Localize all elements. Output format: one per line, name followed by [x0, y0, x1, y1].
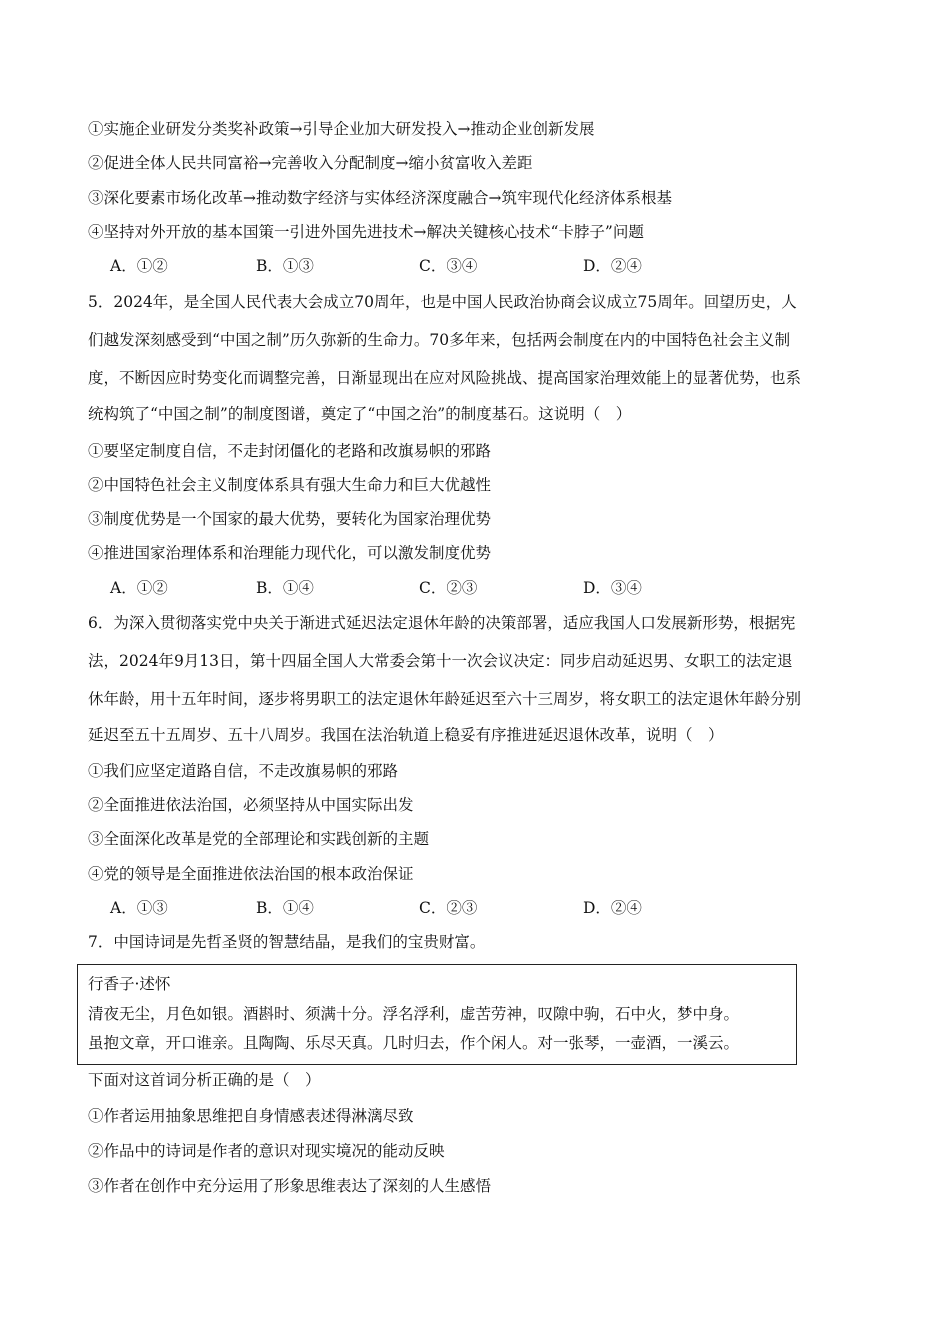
q6-stem-line-3: 休年龄，用十五年时间，逐步将男职工的法定退休年龄延迟至六十三周岁，将女职工的法定退休年龄分别 — [88, 690, 802, 708]
q5-item-3: ③制度优势是一个国家的最大优势，要转化为国家治理优势 — [88, 510, 492, 528]
poem-line-2: 虽抱文章，开口谁亲。且陶陶、乐尽天真。几时归去，作个闲人。对一张琴，一壶酒，一溪云。 — [88, 1034, 740, 1052]
q6-stem-line-1: 6．为深入贯彻落实党中央关于渐进式延迟法定退休年龄的决策部署，适应我国人口发展新形势，根据宪 — [88, 614, 796, 632]
q4-option-b[interactable]: B．①③ — [256, 257, 314, 275]
q7-item-3: ③作者在创作中充分运用了形象思维表达了深刻的人生感悟 — [88, 1177, 492, 1195]
q6-item-3: ③全面深化改革是党的全部理论和实践创新的主题 — [88, 830, 430, 848]
q4-item-4: ④坚持对外开放的基本国策一引进外国先进技术→解决关键核心技术“卡脖子”问题 — [88, 223, 644, 241]
poem-line-1: 清夜无尘，月色如银。酒斟时、须满十分。浮名浮利，虚苦劳神，叹隙中驹，石中火，梦中身。 — [88, 1005, 740, 1023]
q5-stem-line-1: 5．2024年，是全国人民代表大会成立70周年，也是中国人民政治协商会议成立75周年。回望历史，人 — [88, 293, 797, 311]
q5-option-b[interactable]: B．①④ — [256, 579, 314, 597]
q6-option-c[interactable]: C．②③ — [419, 899, 478, 917]
q6-option-b[interactable]: B．①④ — [256, 899, 314, 917]
q5-stem-line-2: 们越发深刻感受到“中国之制”历久弥新的生命力。70多年来，包括两会制度在内的中国特色社会主义制 — [88, 331, 791, 349]
q6-option-d[interactable]: D．②④ — [583, 899, 642, 917]
q4-option-d[interactable]: D．②④ — [583, 257, 642, 275]
q5-stem-line-4: 统构筑了“中国之制”的制度图谱，奠定了“中国之治”的制度基石。这说明（ ） — [88, 405, 632, 423]
q6-item-1: ①我们应坚定道路自信，不走改旗易帜的邪路 — [88, 762, 399, 780]
q5-option-d[interactable]: D．③④ — [583, 579, 642, 597]
q5-item-2: ②中国特色社会主义制度体系具有强大生命力和巨大优越性 — [88, 476, 492, 494]
q6-option-a[interactable]: A．①③ — [110, 899, 168, 917]
q6-item-2: ②全面推进依法治国，必须坚持从中国实际出发 — [88, 796, 414, 814]
q7-item-2: ②作品中的诗词是作者的意识对现实境况的能动反映 — [88, 1142, 445, 1160]
q7-item-1: ①作者运用抽象思维把自身情感表述得淋漓尽致 — [88, 1107, 414, 1125]
q6-item-4: ④党的领导是全面推进依法治国的根本政治保证 — [88, 865, 414, 883]
q7-stem: 7．中国诗词是先哲圣贤的智慧结晶，是我们的宝贵财富。 — [88, 933, 486, 951]
q4-option-c[interactable]: C．③④ — [419, 257, 478, 275]
q5-option-a[interactable]: A．①② — [110, 579, 168, 597]
q6-stem-line-2: 法，2024年9月13日，第十四届全国人大常委会第十一次会议决定：同步启动延迟男、女职工的法定退 — [88, 652, 793, 670]
q7-question: 下面对这首词分析正确的是（ ） — [88, 1071, 321, 1089]
q5-item-1: ①要坚定制度自信，不走封闭僵化的老路和改旗易帜的邪路 — [88, 442, 492, 460]
q4-item-1: ①实施企业研发分类奖补政策→引导企业加大研发投入→推动企业创新发展 — [88, 120, 595, 138]
poem-title: 行香子·述怀 — [88, 975, 171, 993]
q5-stem-line-3: 度，不断因应时势变化而调整完善，日渐显现出在应对风险挑战、提高国家治理效能上的显著优势，也系 — [88, 369, 802, 387]
q5-item-4: ④推进国家治理体系和治理能力现代化，可以激发制度优势 — [88, 544, 492, 562]
poem-box — [77, 964, 797, 1065]
q4-item-2: ②促进全体人民共同富裕→完善收入分配制度→缩小贫富收入差距 — [88, 154, 533, 172]
q5-option-c[interactable]: C．②③ — [419, 579, 478, 597]
q4-option-a[interactable]: A．①② — [110, 257, 168, 275]
q4-item-3: ③深化要素市场化改革→推动数字经济与实体经济深度融合→筑牢现代化经济体系根基 — [88, 189, 672, 207]
q6-stem-line-4: 延迟至五十五周岁、五十八周岁。我国在法治轨道上稳妥有序推进延迟退休改革，说明（ ） — [88, 726, 724, 744]
